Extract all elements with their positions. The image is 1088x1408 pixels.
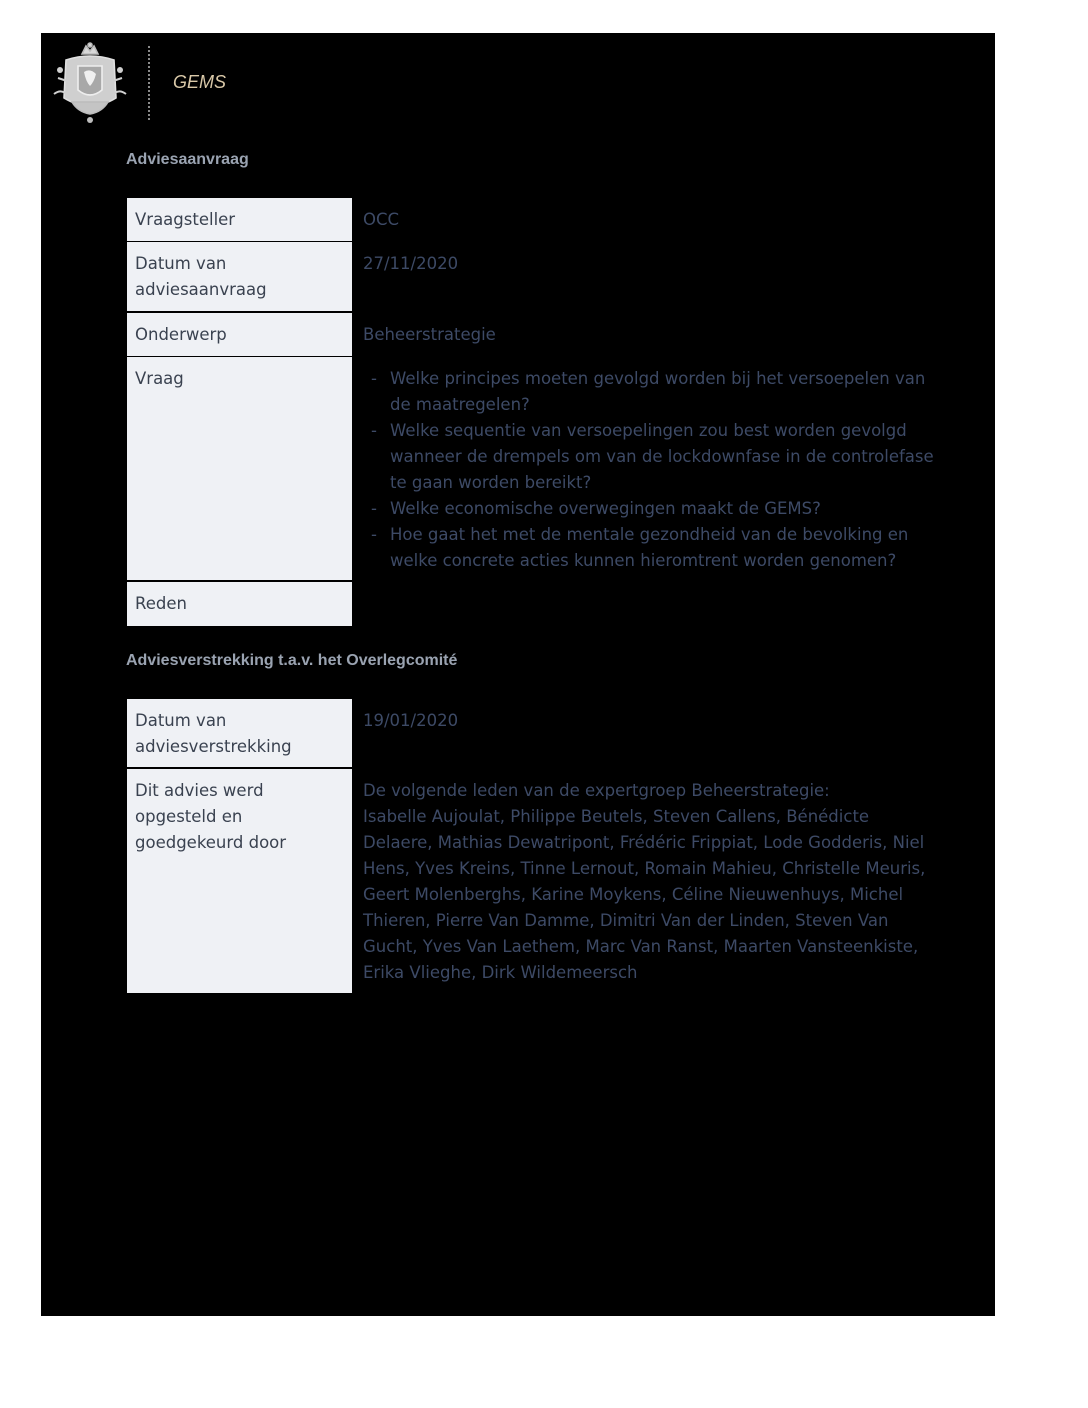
label-vraagsteller: Vraagsteller bbox=[127, 198, 352, 241]
question-item: - Welke sequentie van versoepelingen zou best worden gevolgd wanneer de drempels om van de lockdownfase in de controlefase te gaan worden bereikt? bbox=[371, 421, 934, 492]
question-item: - Welke principes moeten gevolgd worden bij het versoepelen van de maatregelen? bbox=[371, 369, 926, 414]
value-onderwerp: Beheerstrategie bbox=[363, 325, 496, 344]
value-datum-adviesaanvraag: 27/11/2020 bbox=[363, 254, 459, 273]
question-item: - Hoe gaat het met de mentale gezondheid van de bevolking en welke concrete acties kunnen hieromtrent worden genomen? bbox=[371, 525, 909, 570]
org-name: GEMS bbox=[173, 72, 227, 92]
question-item: - Welke economische overwegingen maakt de GEMS? bbox=[371, 499, 821, 518]
label-datum-adviesverstrekking: Datum van adviesverstrekking bbox=[127, 699, 352, 767]
question-list bbox=[363, 366, 947, 574]
value-datum-adviesverstrekking: 19/01/2020 bbox=[363, 711, 459, 730]
expert-group-intro: De volgende leden van de expertgroep Beheerstrategie: bbox=[363, 781, 830, 800]
belgian-coat-of-arms-icon bbox=[52, 42, 128, 124]
expert-members-list: Isabelle Aujoulat, Philippe Beutels, Steven Callens, Bénédicte Delaere, Mathias Dewatripont, Frédéric Frippiat, Lode Godderis, Niel Hens, Yves Kreins, Tinne Lernout, Romain Mahieu, Christelle Meuris, Geert Molenberghs, Karine Moykens, Céline Nieuwenhuys, Michel Thieren, Pierre Van Damme, Dimitri Van der Linden, Steven Van Gucht, Yves Van Laethem, Marc Van Ranst, Maarten Vansteenkiste, Erika Vlieghe, Dirk Wildemeersch bbox=[363, 807, 926, 982]
label-vraag: Vraag bbox=[127, 357, 352, 580]
header-divider bbox=[148, 46, 150, 120]
value-vraag bbox=[363, 357, 947, 574]
section-title-request: Adviesaanvraag bbox=[126, 151, 249, 168]
label-reden: Reden bbox=[127, 582, 352, 626]
section-title-delivery: Adviesverstrekking t.a.v. het Overlegcomité bbox=[126, 652, 458, 669]
value-vraagsteller: OCC bbox=[363, 210, 400, 229]
value-reden bbox=[363, 582, 953, 591]
label-onderwerp: Onderwerp bbox=[127, 313, 352, 356]
label-opgesteld-door: Dit advies werd opgesteld en goedgekeurd door bbox=[127, 769, 352, 993]
label-datum-adviesaanvraag: Datum van adviesaanvraag bbox=[127, 242, 352, 311]
value-opgesteld-door bbox=[363, 769, 939, 986]
